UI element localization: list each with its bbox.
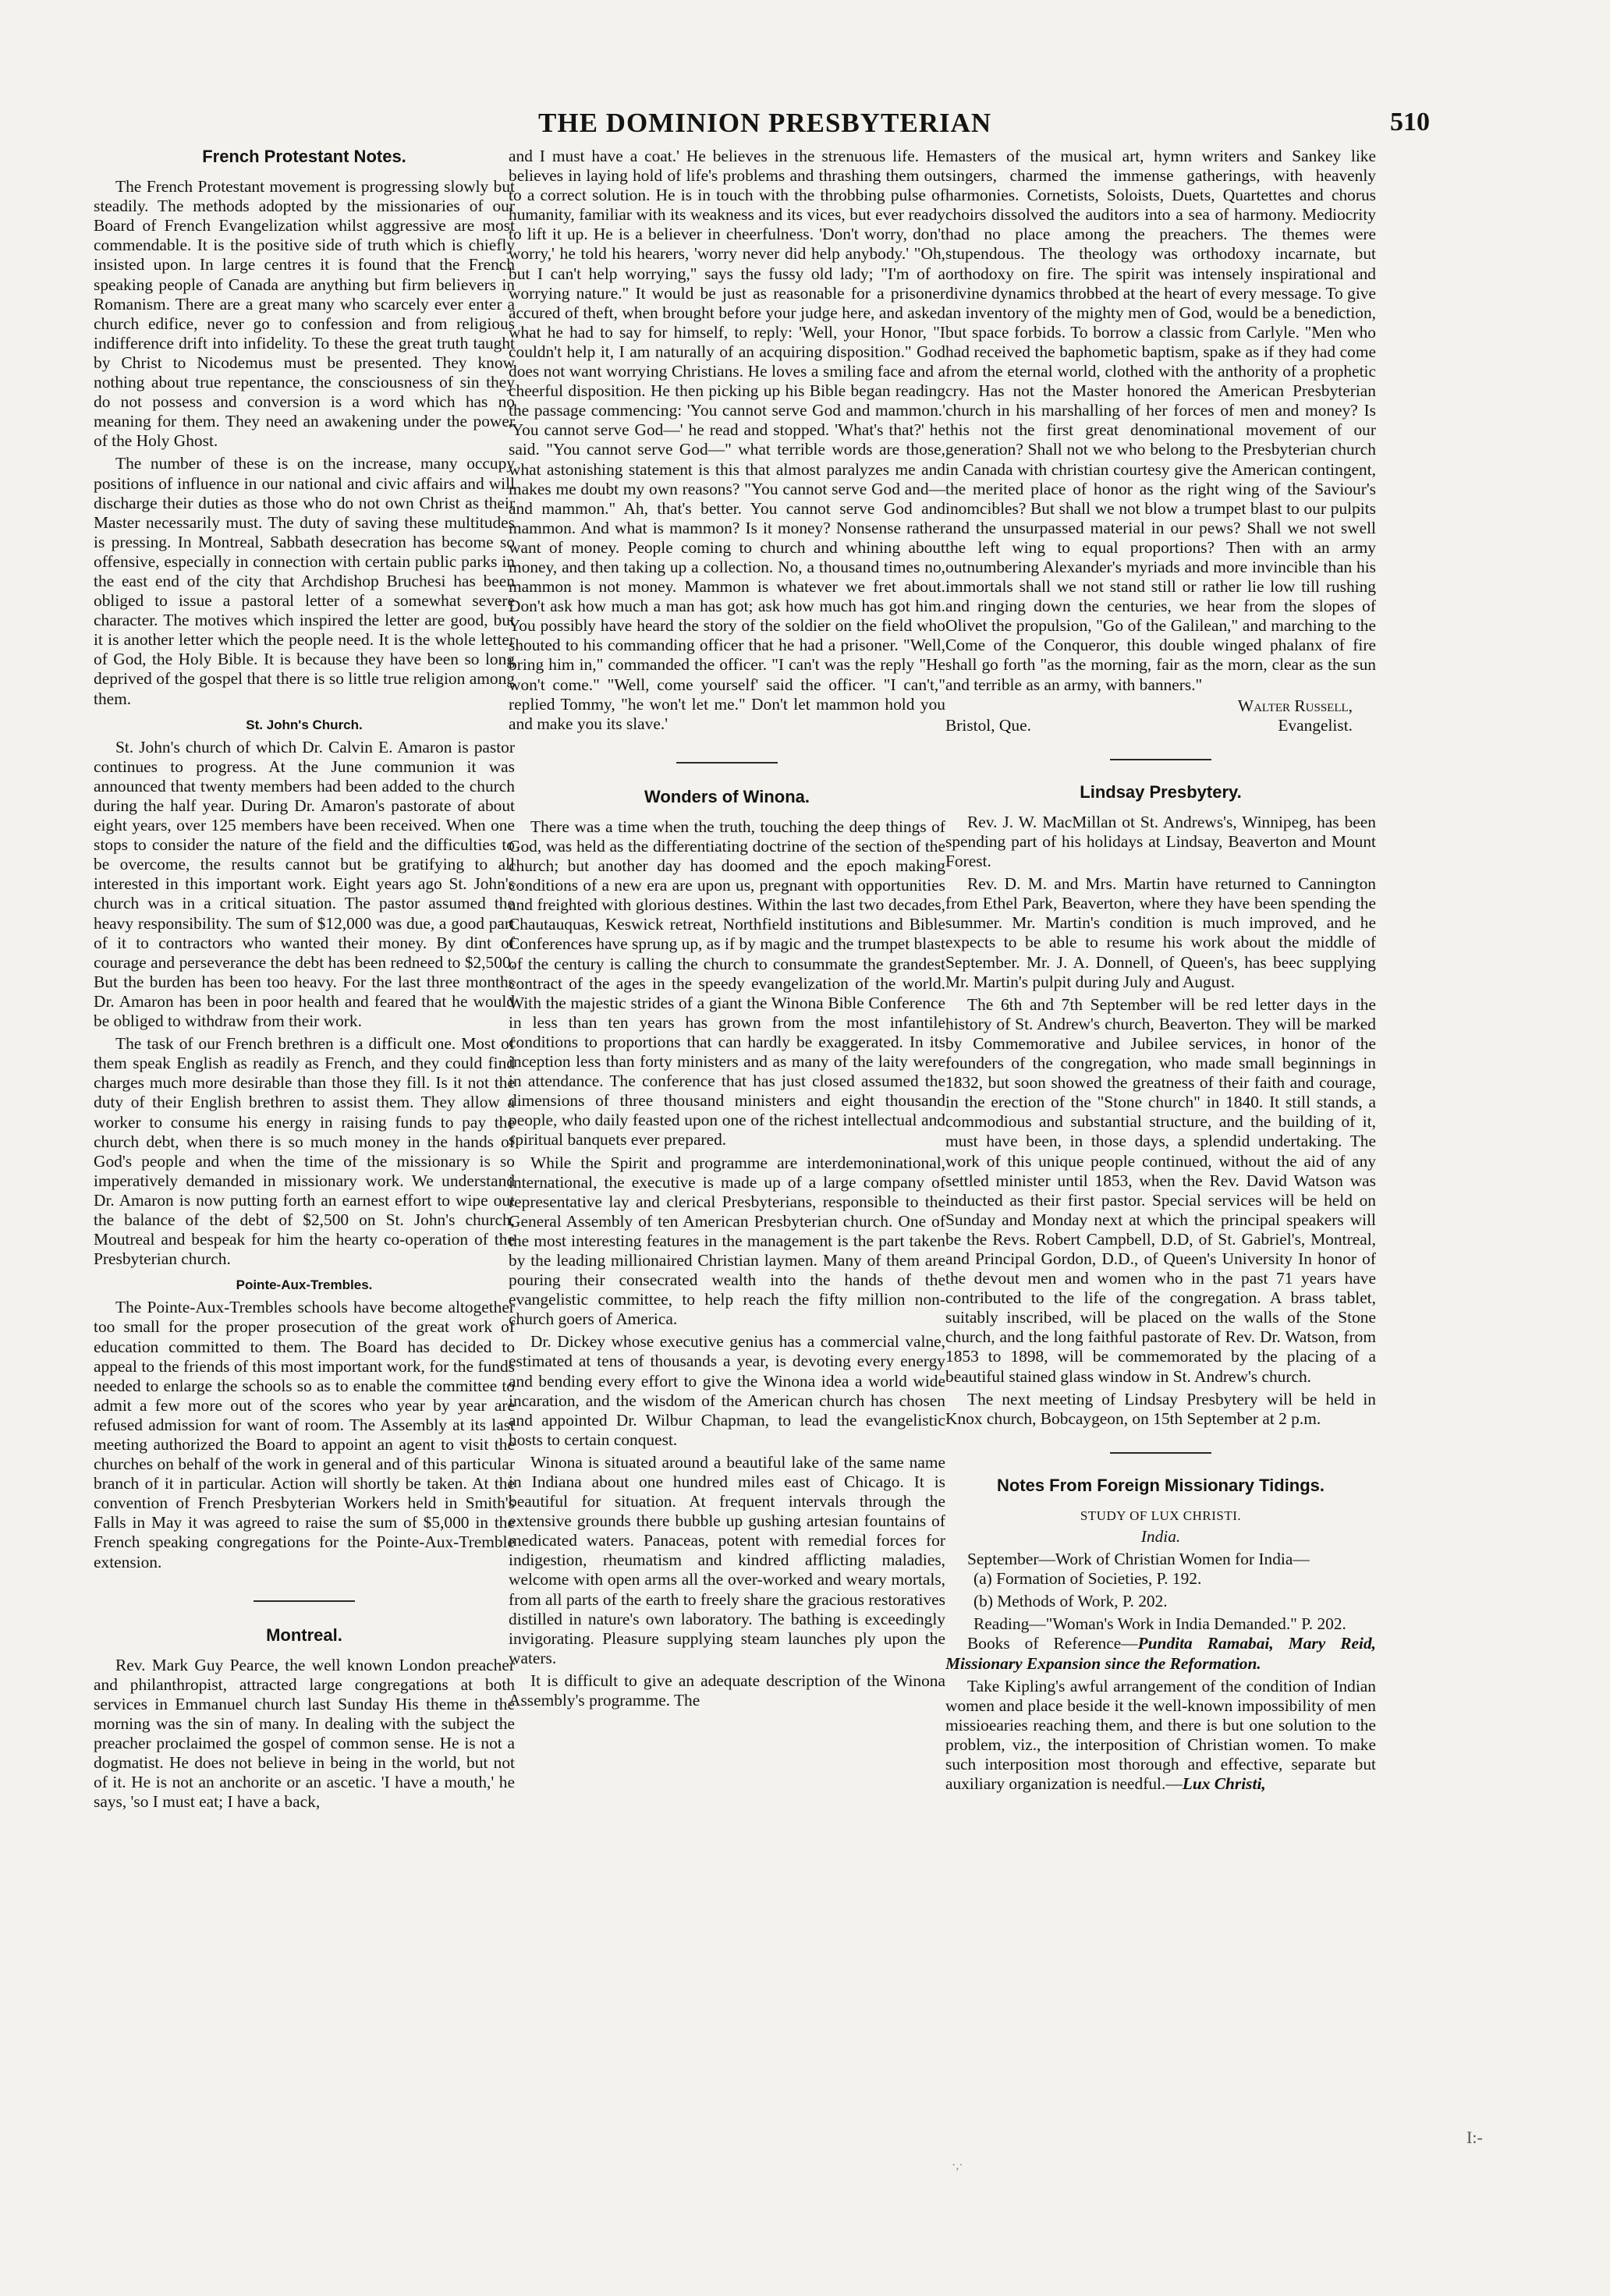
lindsay-paragraph-4: The next meeting of Lindsay Presbytery will be held in Knox church, Bobcaygeon, on 15th September at 2 p.m. [945,1389,1376,1428]
print-smudge: ·,· [952,2159,963,2172]
winona-heading: Wonders of Winona. [644,786,810,806]
list-item: (a) Formation of Societies, P. 192. [973,1569,1202,1589]
books-lead: Books of Reference— [967,1634,1138,1653]
winona-paragraph-4: Winona is situated around a beautiful lake of the same name in Indiana about one hundred miles east of Chicago. It is beautiful for situation. At frequent intervals through the extensive grounds there bubble up gushing artesian fountains of medicated waters. Panaceas, potent with remedial forces for indigestion, rheumatism and kindred afflicting maladies, welcome with open arms all the over-worked and weary mortals, from all parts of the earth to freely share the gracious restoratives distilled in nature's own laboratory. The bathing is exceedingly invigorating. Pleasure supplying steam launches ply upon the waters. [509,1452,945,1667]
reading-list [945,1569,1376,1634]
foreign-paragraph-2 [945,1677,1376,1795]
column-middle [509,147,945,2237]
montreal-heading: Montreal. [266,1625,342,1645]
montreal-continuation: and I must have a coat.' He believes in the strenuous life. He believes in laying hold of life's problems and thrashing them out to a correct solution. He is in touch with the throbbing pulse of humanity, familiar with its weakness and its vices, but ever ready to lift it up. He is a believer in cheerfulness. 'Don't worry, don't worry,' he told his hearers, 'worry never did help anybody.' "Oh, but I can't help worrying," says the fussy old lady; "I'm of a worrying nature." It would be just as reasonable for a prisoner accured of theft, when brought before your judge here, and asked what he had to say for himself, to reply: 'Well, your Honor, "I couldn't help it, I am naturally of an acquiring disposition." God does not want worrying Christians. He loves a smiling face and a cheerful disposition. He then picking up his Bible began reading the passage commencing: 'You cannot serve God and mammon.' 'You cannot serve God—' he read and stopped. 'What's that?' he said. "You cannot serve God—" what terrible words are those, what astonishing statement is this that almost paralyzes me and makes me doubt my own reasons? "You cannot serve God and—and mammon." Ah, that's better. You cannot serve God and mammon. And what is mammon? Is it money? Nonsense rather want of money. People coming to church and whining about money, and then taking up a collection. No, a thousand times no, mammon is not money. Mammon is whatever we fret about. Don't ask how much a man has got; ask how much has got him. You possibly have heard the story of the soldier on the field who shouted to his commanding officer that he had a prisoner. "Well, bring him in," commanded the officer. "I can't was the reply "He won't come." "Well, come yourself' said the officer. "I can't," replied Tommy, "he won't let me." Don't let mammon hold you and make you its slave.' [509,147,945,733]
section-divider [1110,1452,1211,1454]
column-right [945,147,1376,2237]
section-divider [1110,759,1211,760]
section-divider [676,762,778,764]
montreal-paragraph: Rev. Mark Guy Pearce, the well known London preacher and philanthropist, attracted large congregations at both services in Emmanuel church last Sunday His theme in the morning was the sin of many. In dealing with the subject the preacher proclaimed the gospel of common sense. He is not a dogmatist. He does not believe in being in the world, but not of it. He is not an anchorite or an ascetic. 'I have a mouth,' he says, 'so I must eat; I have a back, [94,1655,515,1812]
page-number: 510 [1390,108,1430,136]
lindsay-paragraph-2: Rev. D. M. and Mrs. Martin have returned to Cannington from Ethel Park, Beaverton, where they have been spending the summer. Mr. Martin's condition is much improved, and he expects to be able to resume his work about the middle of September. Mr. J. A. Donnell, of Queen's, has beec supplying Mr. Martin's pulpit during July and August. [945,874,1376,991]
page-header [0,108,1610,139]
st-johns-paragraph-2: The task of our French brethren is a difficult one. Most of them speak English as readily as French, and they could find charges much more desirable than those they fill. Is it not the duty of their English brethren to assist them. They allow a worker to consume his energy in raising funds to pay the church debt, when there is so much money in the hands of God's people and when the time of the missionary is so imperatively demanded in missionary work. We understand Dr. Amaron is now putting forth an earnest effort to wipe out the balance of the debt of $2,500 on St. John's church, Moutreal and bespeak for him the hearty co-operation of the Presbyterian church. [94,1034,515,1269]
signature-role: Evangelist. [1278,715,1353,735]
lindsay-paragraph-1: Rev. J. W. MacMillan ot St. Andrews's, Winnipeg, has been spending part of his holidays at Lindsay, Beaverton and Mount Forest. [945,812,1376,871]
st-johns-subheading: St. John's Church. [246,717,363,732]
pointe-aux-trembles-paragraph: The Pointe-Aux-Trembles schools have become altogether too small for the proper prosecution of the great work of education committed to them. The Board has decided to appeal to the friends of this most important work, for the funds needed to enlarge the schools so as to enable the committee to admit a few more out of the scores who year by year are refused admission for want of room. The Assembly at its last meeting authorized the Board to appoint an agent to visit the churches on behalf of the work in general and of this particular branch of it in particular. Action will shortly be taken. At the convention of French Presbyterian Workers held in Smith's Falls in May it was agreed to raise the sum of $5,000 in the French speaking congregations for the Pointe-Aux-Tremble extension. [94,1298,515,1571]
publication-title: THE DOMINION PRESBYTERIAN [538,108,992,138]
foreign-paragraph-2-source: Lux Christi, [1182,1774,1266,1794]
lindsay-heading: Lindsay Presbytery. [1080,781,1242,802]
winona-paragraph-3: Dr. Dickey whose executive genius has a commercial valne, estimated at tens of thousands a year, is devoting every energy and bending every effort to give the Winona idea a world wide incaration, and the wisdom of the American church has chosen and appointed Dr. Wilbur Chapman, to lead the evangelistic hosts to certain conquest. [509,1332,945,1449]
pointe-aux-trembles-subheading: Pointe-Aux-Trembles. [236,1277,373,1293]
list-item: (b) Methods of Work, P. 202. [973,1592,1168,1611]
books-titles: Pundita Ramabai, Mary Reid, Missionary Expansion since the Reformation. [945,1634,1376,1673]
french-notes-paragraph-2: The number of these is on the increase, many occupy positions of influence in our national and civic affairs and will discharge their duties as those who do not own Christ as their Master necessarily must. The duty of saving these multitudes is pressing. In Montreal, Sabbath desecration has become so offensive, especially in connection with certain public parks in the east end of the city that Archdishop Bruchesi has been obliged to issue a pastoral letter of a somewhat severe character. The motives which inspired the letter are good, but it is another letter which the people need. It is the whole letter of God, the Holy Bible. It is because they have been so long deprived of the gospel that there is so little true religion among them. [94,454,515,708]
foreign-paragraph-2-body: Take Kipling's awful arrangement of the condition of Indian women and place beside it the well-known impossibility of men missioearies reaching them, and there is but one solution to the problem, viz., the interposition of Christian women. To make such interposition most thorough and effective, separate but auxiliary organization is needful.— [945,1676,1376,1794]
signature-block [945,696,1376,735]
winona-paragraph-2: While the Spirit and programme are interdemoninational, international, the executive is made up of a large company of representative lay and clerical Presbyterians, responsible to the General Assembly of ten American Presbyterian church. One of the most interesting features in the management is the part taken by the leading millionaired Christian laymen. Many of them are pouring their consecrated wealth into the hands of the evangelistic committee, to help reach the fifty million non-church goers of America. [509,1153,945,1329]
foreign-paragraph-1: September—Work of Christian Women for India— [967,1550,1310,1569]
french-notes-paragraph-1: The French Protestant movement is progressing slowly but steadily. The methods adopted by the missionaries of our Board of French Evangelization whilst aggressive are most commendable. It is the positive side of truth which is chiefly insisted upon. In large centres it is found that the French speaking people of Canada are anything but firm believers in Romanism. There are a great many who scarcely ever enter a church edifice, never go to confession and from religious indifference drift into infidelity. To these the great truth taught by Christ to Nicodemus must be presented. They know nothing about true repentance, the consciousness of sin they do not possess and conversion is a word which has no meaning for them. They need an awakening under the power of the Holy Ghost. [94,177,515,451]
winona-paragraph-5: It is difficult to give an adequate description of the Winona Assembly's programme. The [509,1671,945,1710]
winona-continuation: masters of the musical art, hymn writers and Sankey like singers, charmed the immense gatherings, with heavenly harmonies. Cornetists, Soloists, Duets, Quartettes and chorus choirs dissolved the auditors into a sea of harmony. Mediocrity had no place among the preachers. The themes were stupendous. The theology was orthodoxy incarnate, but orthodoxy on fire. The spirit was intensely inspirational and divine dynamics throbbed at the heart of every message. To give an inventory of the mighty men of God, would be a benediction, but space forbids. To borrow a classic from Carlyle. "Men who had received the baphometic baptism, spake as if they had come from the eternal world, clothed with the anthority of a prophetic cry. Has not the Master honored the American Presbyterian church in his marshalling of her forces of men and money? Is this not the first great denominational movement of our generation? Shall not we who belong to the Presbyterian church in Canada with christian courtesy give the American contingent, the merited place of honor as the right wing of the Saviour's inomcibles? But shall we not blow a trumpet blast to our pulpits and the unsurpassed material in our pews? Shall we not swell the left wing to equal proportions? Then with an army outnumbering Alexander's myriads and more invincible than his immortals shall we not stand still or rather lie low till rushing and ringing down the centuries, we hear from the slopes of Olivet the propulsion, "Go of the Galilean," and marching to the Come of the Conqueror, this double winged phalanx of fire shall go forth "as the morning, fair as the morn, clear as the sun and terrible as an army, with banners." [945,147,1376,694]
margin-mark: I:- [1466,2128,1483,2147]
french-notes-heading: French Protestant Notes. [202,147,406,166]
section-divider [254,1600,355,1602]
books-of-reference [945,1634,1376,1673]
st-johns-paragraph-1: St. John's church of which Dr. Calvin E. Amaron is pastor continues to progress. At the June communion it was announced that twenty members had been added to the church during the half year. During Dr. Amaron's pastorate of about eight years, over 125 members have been received. When one stops to consider the nature of the field and the difficulties to be overcome, the results cannot but be gratifying to all interested in this important work. Eight years ago St. John's church was in a critical situation. The pastor assumed the heavy responsibility. The sum of $12,000 was due, a good part of it to contractors who wanted their money. By dint of courage and perseverance the debt has been redneed to $2,500. But the burden has been too heavy. For the last three months Dr. Amaron has been in poor health and feared that he would be obliged to withdraw from their work. [94,737,515,1031]
winona-paragraph-1: There was a time when the truth, touching the deep things of God, was held as the differentiating doctrine of the section of the church; but another day has doomed and the epoch making conditions of a new era are upon us, pregnant with opportunities and freighted with glorious destines. Within the last two decades, Chautauquas, Keswick retreat, Northfield institutions and Bible Conferences have sprung up, as if by magic and the trumpet blast of the century is calling the church to consummate the grandest contract of the ages in the speedy evangelization of the world. With the majestic strides of a giant the Winona Bible Conference in less than ten years has grown from the most infantile conditions to proportions that can hardly be exaggerated. In its inception less than forty ministers and as many of the laity were in attendance. The conference that has just closed assumed the dimensions of three thousand ministers and eight thousand people, who daily feasted upon one of the richest intellectual and spiritual banquets ever prepared. [509,817,945,1150]
india-subheading: India. [1140,1527,1181,1546]
signature-name: Walter Russell, [1237,696,1353,715]
list-item: Reading—"Woman's Work in India Demanded." P. 202. [973,1614,1346,1634]
signature-place: Bristol, Que. [945,715,1031,735]
study-line: STUDY OF LUX CHRISTI. [1080,1508,1242,1523]
column-left [94,147,515,2237]
foreign-missionary-heading: Notes From Foreign Missionary Tidings. [996,1475,1325,1495]
lindsay-paragraph-3: The 6th and 7th September will be red letter days in the history of St. Andrew's church, Beaverton. They will be marked by Commemorative and Jubilee services, in honor of the founders of the congregation, who made small beginnings in 1832, but soon showed the greatness of their faith and courage, in the erection of the "Stone church" in 1840. It still stands, a commodious and substantial structure, and the building of it, must have been, in those days, a splendid undertaking. The work of this unique people continued, without the aid of any settled minister until 1853, when the Rev. David Watson was inducted as their first pastor. Special services will be held on Sunday and Monday next at which the principal speakers will be the Revs. Robert Campbell, D.D, of St. Gabriel's, Montreal, and Principal Gordon, D.D., of Queen's University In honor of the devout men and women who in the past 71 years have contributed to the life of the congregation. A brass tablet, suitably inscribed, will be placed on the walls of the Stone church, and the long faithful pastorate of Rev. Dr. Watson, from 1853 to 1898, will be commemorated by the placing of a beautiful stained glass window in St. Andrew's church. [945,994,1376,1386]
